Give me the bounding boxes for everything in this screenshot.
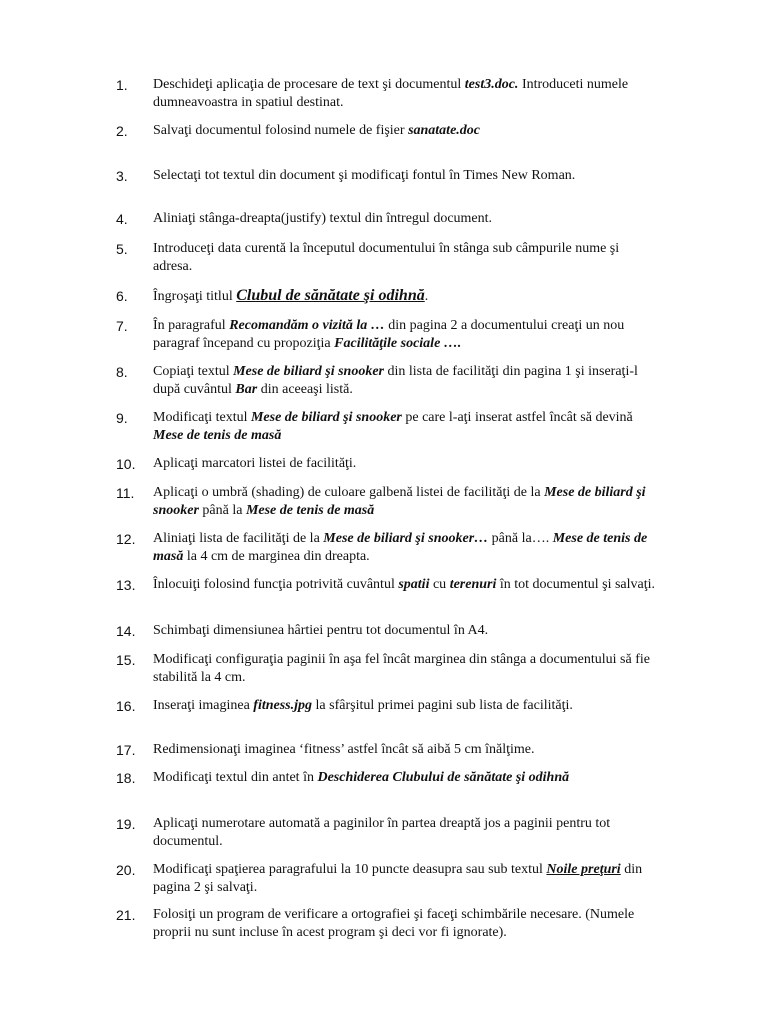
text-run: din aceeaşi listă.	[257, 382, 353, 397]
item-text	[153, 317, 656, 353]
text-run: .	[424, 289, 429, 304]
item-text	[153, 530, 656, 566]
emphasized-text: Clubul de sănătate şi odihnă	[236, 287, 425, 304]
item-number: 15.	[116, 652, 136, 668]
text-run: În paragraful	[153, 318, 230, 333]
emphasized-text: Mese de biliard şi snooker…	[323, 531, 489, 546]
text-run: din lista de facilităţi din pagina 1 şi inseraţi-l după cuvântul	[153, 364, 638, 397]
text-run: Aplicaţi marcatori listei de facilităţi.	[153, 456, 357, 471]
text-run: Înlocuiţi folosind funcţia potrivită cuvântul	[153, 577, 399, 592]
emphasized-text: Noile preţuri	[546, 862, 621, 877]
emphasized-text: Bar	[235, 382, 258, 397]
item-text	[153, 815, 656, 851]
item-number: 12.	[116, 531, 136, 547]
text-run: Aplicaţi o umbră (shading) de culoare galbenă listei de facilităţi de la	[153, 485, 545, 500]
emphasized-text: Mese de biliard şi snooker	[250, 410, 402, 425]
item-number: 10.	[116, 456, 136, 472]
text-run: Aliniaţi lista de facilităţi de la	[153, 531, 324, 546]
item-text	[153, 287, 656, 306]
emphasized-text: Mese de biliard şi snooker	[153, 485, 646, 518]
text-run: din pagina 2 şi salvaţi.	[153, 862, 643, 895]
text-run: până la….	[488, 531, 553, 546]
emphasized-text: test3.doc.	[464, 77, 519, 92]
item-text	[153, 697, 656, 715]
item-number: 2.	[116, 123, 128, 139]
item-number: 9.	[116, 410, 128, 426]
item-number: 13.	[116, 577, 136, 593]
item-text	[153, 76, 656, 112]
emphasized-text: Mese de tenis de masă	[153, 531, 648, 564]
item-text	[153, 906, 656, 942]
emphasized-text: Mese de tenis de masă	[245, 503, 375, 518]
item-text	[153, 741, 656, 759]
text-run: din pagina 2 a documentului creaţi un nou paragraf începand cu propoziţia	[153, 318, 625, 351]
text-run: Redimensionaţi imaginea ‘fitness’ astfel încât să aibă 5 cm înălţime.	[153, 742, 535, 757]
text-run: Modificaţi textul	[153, 410, 251, 425]
emphasized-text: fitness.jpg	[253, 698, 313, 713]
emphasized-text: sanatate.doc	[408, 123, 481, 138]
item-number: 1.	[116, 77, 128, 93]
text-run: Deschideţi aplicaţia de procesare de text şi documentul	[153, 77, 465, 92]
emphasized-text: Mese de biliard şi snooker	[233, 364, 384, 379]
item-number: 3.	[116, 168, 128, 184]
text-run: Copiaţi textul	[153, 364, 234, 379]
emphasized-text: Recomandăm o vizită la …	[229, 318, 385, 333]
item-number: 5.	[116, 241, 128, 257]
item-text	[153, 622, 656, 640]
text-run: Aplicaţi numerotare automată a paginilor în partea dreaptă jos a paginii pentru tot documentul.	[153, 816, 611, 849]
text-run: la 4 cm de marginea din dreapta.	[183, 549, 370, 564]
item-text	[153, 769, 656, 787]
text-run: pe care l-aţi inserat astfel încât să devină	[401, 410, 633, 425]
emphasized-text: terenuri	[449, 577, 497, 592]
text-run: în tot documentul şi salvaţi.	[496, 577, 656, 592]
text-run: Îngroşaţi titlul	[153, 289, 237, 304]
text-run: Salvaţi documentul folosind numele de fişier	[153, 123, 409, 138]
text-run: Modificaţi textul din antet în	[153, 770, 318, 785]
item-number: 8.	[116, 364, 128, 380]
emphasized-text: spatii	[398, 577, 430, 592]
item-number: 21.	[116, 907, 136, 923]
item-text	[153, 576, 656, 594]
item-text	[153, 363, 656, 399]
item-text	[153, 240, 656, 276]
text-run: Introduceţi data curentă la începutul documentului în stânga sub câmpurile nume şi adresa.	[153, 241, 620, 274]
item-text	[153, 122, 656, 140]
item-number: 7.	[116, 318, 128, 334]
emphasized-text: Facilităţile sociale ….	[334, 336, 462, 351]
text-run: Modificaţi spaţierea paragrafului la 10 puncte deasupra sau sub textul	[153, 862, 547, 877]
emphasized-text: Deschiderea Clubului de sănătate şi odihnă	[317, 770, 570, 785]
item-number: 4.	[116, 211, 128, 227]
item-number: 17.	[116, 742, 136, 758]
emphasized-text: Mese de tenis de masă	[153, 428, 282, 443]
text-run: la sfârşitul primei pagini sub lista de facilităţi.	[312, 698, 573, 713]
item-number: 16.	[116, 698, 136, 714]
item-number: 14.	[116, 623, 136, 639]
item-text	[153, 484, 656, 520]
text-run: Selectaţi tot textul din document şi modificaţi fontul în Times New Roman.	[153, 168, 576, 183]
text-run: până la	[198, 503, 246, 518]
item-number: 19.	[116, 816, 136, 832]
item-number: 20.	[116, 862, 136, 878]
item-text	[153, 455, 656, 473]
text-run: Modificaţi configuraţia paginii în aşa fel încât marginea din stânga a documentului să fie stabilită la 4 cm.	[153, 652, 650, 685]
item-number: 6.	[116, 288, 128, 304]
text-run: cu	[429, 577, 450, 592]
text-run: Aliniaţi stânga-dreapta(justify) textul din întregul document.	[153, 211, 493, 226]
item-number: 18.	[116, 770, 136, 786]
item-text	[153, 409, 656, 445]
item-text	[153, 861, 656, 897]
item-text	[153, 210, 656, 228]
text-run: Inseraţi imaginea	[153, 698, 254, 713]
item-text	[153, 167, 656, 185]
text-run: Folosiţi un program de verificare a ortografiei şi faceţi schimbările necesare. (Numele proprii nu sunt incluse în acest program şi deci vor fi ignorate).	[153, 907, 635, 940]
text-run: Schimbaţi dimensiunea hârtiei pentru tot documentul în A4.	[153, 623, 489, 638]
item-number: 11.	[116, 485, 135, 501]
text-run: Introduceti numele dumneavoastra in spatiul destinat.	[153, 77, 629, 110]
item-text	[153, 651, 656, 687]
